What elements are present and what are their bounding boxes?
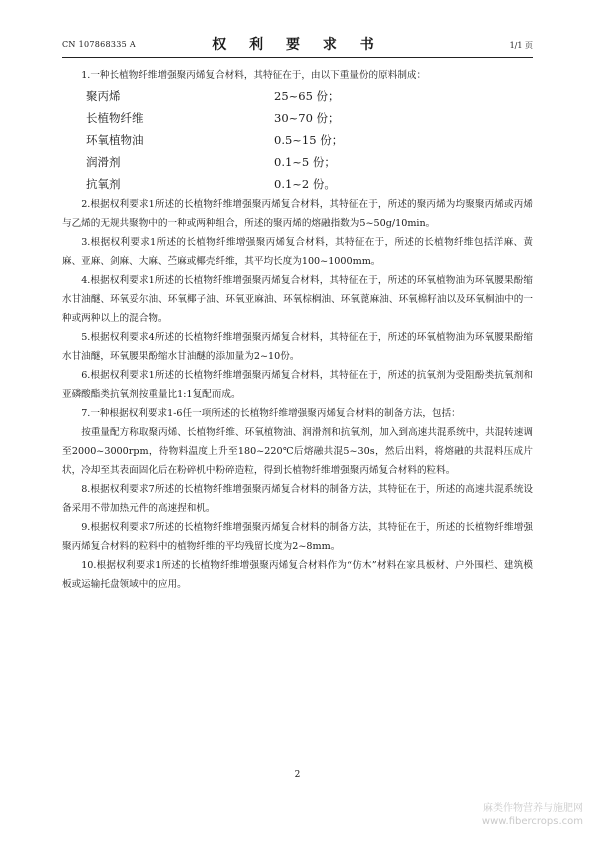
claim-5: 5.根据权利要求4所述的长植物纤维增强聚丙烯复合材料，其特征在于，所述的环氧植物油为环氧腰果酚缩水甘油醚，环氧腰果酚缩水甘油醚的添加量为2~10份。 [62,332,533,362]
component-name: 抗氧剂 [86,176,121,191]
site-watermark [482,802,583,828]
claim-2: 2.根据权利要求1所述的长植物纤维增强聚丙烯复合材料，其特征在于，所述的聚丙烯为均聚聚丙烯或丙烯与乙烯的无规共聚物中的一种或两种组合，所述的聚丙烯的熔融指数为5~50g/10min。 [62,199,533,229]
publication-number: CN 107868335 A [62,40,136,49]
composition-row [86,107,343,129]
component-name: 润滑剂 [86,154,121,169]
claim-9: 9.根据权利要求7所述的长植物纤维增强聚丙烯复合材料的制备方法，其特征在于，所述的长植物纤维增强聚丙烯复合材料的粒料中的植物纤维的平均残留长度为2~8mm。 [62,522,533,552]
composition-row [86,151,343,173]
claim-6: 6.根据权利要求1所述的长植物纤维增强聚丙烯复合材料，其特征在于，所述的抗氧剂为受阻酚类抗氧剂和亚磷酸酯类抗氧剂按重量比1:1复配而成。 [62,370,533,400]
claim-1-intro: 1.一种长植物纤维增强聚丙烯复合材料，其特征在于，由以下重量份的原料制成： [81,70,427,81]
page-header [62,34,533,56]
component-amount: 0.5~15 份； [274,132,344,147]
composition-table [86,85,343,195]
watermark-url: www.fibercrops.com [481,816,583,827]
claim-8: 8.根据权利要求7所述的长植物纤维增强聚丙烯复合材料的制备方法，其特征在于，所述的高速共混系统设备采用不带加热元件的高速捏和机。 [62,484,533,514]
page-number: 2 [294,770,301,780]
component-name: 长植物纤维 [86,110,144,125]
component-amount: 30~70 份； [274,110,340,125]
component-name: 聚丙烯 [86,88,121,103]
claims-body [62,66,533,594]
composition-row [86,85,343,107]
component-amount: 0.1~5 份； [274,154,336,169]
page-indicator: 1/1 页 [509,41,533,50]
claim-10: 10.根据权利要求1所述的长植物纤维增强聚丙烯复合材料作为“仿木”材料在家具板材、户外围栏、建筑模板或运输托盘领域中的应用。 [62,560,533,590]
component-name: 环氧植物油 [86,132,144,147]
component-amount: 25~65 份； [274,88,340,103]
composition-row [86,173,343,195]
page-title: 权 利 要 求 书 [212,37,383,53]
composition-row [86,129,343,151]
claim-3: 3.根据权利要求1所述的长植物纤维增强聚丙烯复合材料，其特征在于，所述的长植物纤维包括洋麻、黄麻、亚麻、剑麻、大麻、苎麻或椰壳纤维，其平均长度为100~1000mm。 [62,237,533,267]
claim-4: 4.根据权利要求1所述的长植物纤维增强聚丙烯复合材料，其特征在于，所述的环氧植物油为环氧腰果酚缩水甘油醚、环氧妥尔油、环氧椰子油、环氧亚麻油、环氧棕榈油、环氧蓖麻油、环氧棉籽油以及环氧桐油中的一种或两种以上的混合物。 [62,275,533,324]
header-divider [62,57,533,58]
claim-7-body: 按重量配方称取聚丙烯、长植物纤维、环氧植物油、润滑剂和抗氧剂，加入到高速共混系统中，共混转速调至2000~3000rpm，待物料温度上升至180~220℃后熔融共混5~30s，然后出料，将熔融的共混料压成片状，冷却至其表面固化后在粉碎机中粉碎造粒，得到长植物纤维增强聚丙烯复合材料的粒料。 [62,427,533,476]
claim-7: 7.一种根据权利要求1-6任一项所述的长植物纤维增强聚丙烯复合材料的制备方法，包括： [81,408,461,419]
component-amount: 0.1~2 份。 [274,176,336,191]
watermark-site-name: 麻类作物营养与施肥网 [483,803,583,814]
